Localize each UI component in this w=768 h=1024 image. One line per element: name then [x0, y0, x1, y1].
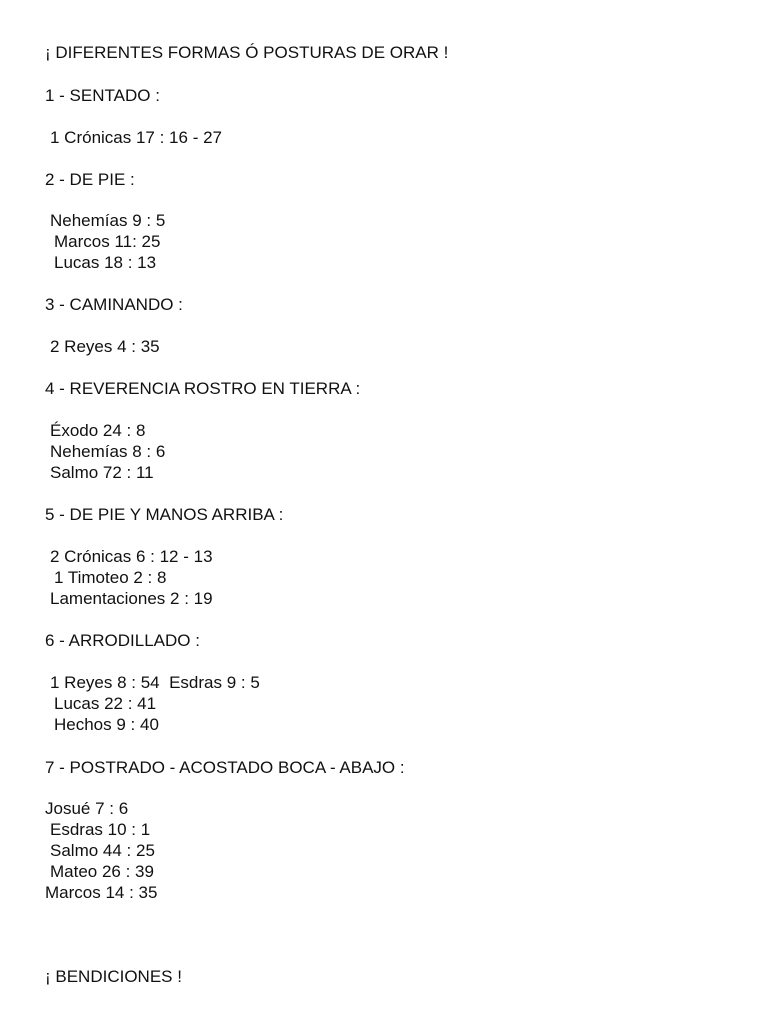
section-2-ref-1: Nehemías 9 : 5 [50, 211, 166, 230]
section-5-ref-2: 1 Timoteo 2 : 8 [54, 568, 167, 587]
section-2-ref-3: Lucas 18 : 13 [54, 253, 157, 272]
section-5-ref-3: Lamentaciones 2 : 19 [50, 589, 213, 608]
document-title: ¡ DIFERENTES FORMAS Ó POSTURAS DE ORAR ! [45, 43, 449, 62]
section-6-ref-2: Lucas 22 : 41 [54, 694, 157, 713]
section-6-heading: 6 - ARRODILLADO : [45, 631, 200, 650]
section-4-ref-2: Nehemías 8 : 6 [50, 442, 166, 461]
section-7-ref-2: Esdras 10 : 1 [50, 820, 151, 839]
section-1-ref-1: 1 Crónicas 17 : 16 - 27 [50, 128, 222, 147]
closing-blessing: ¡ BENDICIONES ! [45, 967, 182, 986]
section-7-ref-5: Marcos 14 : 35 [45, 883, 158, 902]
section-2-ref-2: Marcos 11: 25 [54, 232, 161, 251]
section-5-heading: 5 - DE PIE Y MANOS ARRIBA : [45, 505, 284, 524]
section-4-heading: 4 - REVERENCIA ROSTRO EN TIERRA : [45, 379, 361, 398]
section-7-heading: 7 - POSTRADO - ACOSTADO BOCA - ABAJO : [45, 758, 405, 777]
section-7-ref-1: Josué 7 : 6 [45, 799, 129, 818]
section-3-heading: 3 - CAMINANDO : [45, 295, 183, 314]
section-2-heading: 2 - DE PIE : [45, 170, 135, 189]
section-5-ref-1: 2 Crónicas 6 : 12 - 13 [50, 547, 213, 566]
section-7-ref-4: Mateo 26 : 39 [50, 862, 154, 881]
section-4-ref-1: Éxodo 24 : 8 [50, 421, 146, 440]
section-6-ref-1: 1 Reyes 8 : 54 Esdras 9 : 5 [50, 673, 260, 692]
section-6-ref-3: Hechos 9 : 40 [54, 715, 159, 734]
section-4-ref-3: Salmo 72 : 11 [50, 463, 154, 482]
section-1-heading: 1 - SENTADO : [45, 86, 160, 105]
section-7-ref-3: Salmo 44 : 25 [50, 841, 155, 860]
section-3-ref-1: 2 Reyes 4 : 35 [50, 337, 160, 356]
